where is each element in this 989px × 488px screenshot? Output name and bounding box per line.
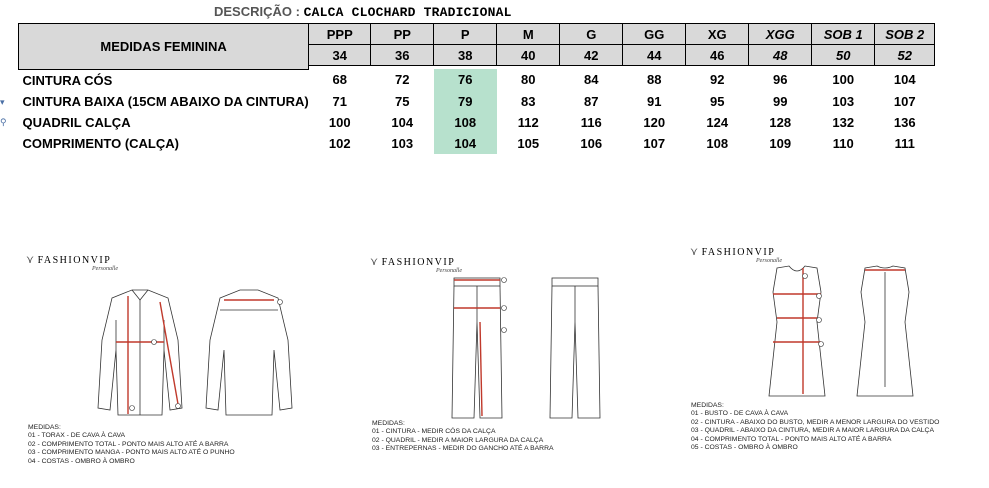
size-number: 38: [434, 45, 497, 66]
table-row: [19, 69, 935, 91]
description: [214, 4, 512, 20]
size-table: [18, 23, 935, 154]
row-label: CINTURA CÓS: [19, 69, 309, 91]
cell: 92: [686, 69, 749, 91]
cell: 116: [560, 112, 623, 133]
cell: 102: [309, 133, 371, 154]
size-number: 44: [623, 45, 686, 66]
cell-highlighted: 104: [434, 133, 497, 154]
size-number: 42: [560, 45, 623, 66]
dropdown-arrow-icon[interactable]: ▾: [0, 97, 5, 107]
magnifier-icon[interactable]: ⚲: [0, 117, 7, 127]
pants-notes: MEDIDAS: 01 - CINTURA - MEDIR CÓS DA CALÇA 02 - QUADRIL - MEDIR A MAIOR LARGURA DA CALÇA 03 - ENTREPERNAS - MEDIR DO GANCHO ATÉ A BARRA: [372, 420, 554, 453]
size-header: SOB 1: [812, 24, 875, 45]
size-number: 50: [812, 45, 875, 66]
cell: 120: [623, 112, 686, 133]
cell: 124: [686, 112, 749, 133]
cell: 105: [497, 133, 560, 154]
cell: 100: [812, 69, 875, 91]
table-row: [19, 91, 935, 112]
size-header: P: [434, 24, 497, 45]
cell: 104: [371, 112, 434, 133]
dress-drawing: [755, 262, 925, 402]
cell: 104: [875, 69, 935, 91]
row-label: COMPRIMENTO (CALÇA): [19, 133, 309, 154]
cell: 68: [309, 69, 371, 91]
size-number: 52: [875, 45, 935, 66]
brand-mark-icon: ⋎: [370, 256, 380, 268]
table-row: [19, 133, 935, 154]
cell: 99: [749, 91, 812, 112]
size-header: M: [497, 24, 560, 45]
pants-drawing: [440, 270, 610, 422]
cell: 103: [371, 133, 434, 154]
cell: 103: [812, 91, 875, 112]
cell: 111: [875, 133, 935, 154]
size-header: G: [560, 24, 623, 45]
size-number: 40: [497, 45, 560, 66]
cell-highlighted: 76: [434, 69, 497, 91]
cell: 80: [497, 69, 560, 91]
cell: 109: [749, 133, 812, 154]
cell: 75: [371, 91, 434, 112]
cell: 132: [812, 112, 875, 133]
size-header: SOB 2: [875, 24, 935, 45]
cell: 110: [812, 133, 875, 154]
size-number: 34: [309, 45, 371, 66]
shirt-notes: MEDIDAS: 01 - TORAX - DE CAVA À CAVA 02 - COMPRIMENTO TOTAL - PONTO MAIS ALTO ATÉ A BARRA 03 - COMPRIMENTO MANGA - PONTO MAIS ALTO ATÉ O PUNHO 04 - COSTAS - OMBRO À OMBRO: [28, 424, 235, 465]
table-row: [19, 112, 935, 133]
brand-logo: ⋎ FASHIONVIP Personalle: [26, 254, 118, 272]
cell: 95: [686, 91, 749, 112]
size-number: 36: [371, 45, 434, 66]
size-header: PP: [371, 24, 434, 45]
cell: 91: [623, 91, 686, 112]
cell: 106: [560, 133, 623, 154]
cell: 136: [875, 112, 935, 133]
cell: 112: [497, 112, 560, 133]
size-header: GG: [623, 24, 686, 45]
cell: 100: [309, 112, 371, 133]
description-label: DESCRIÇÃO :: [214, 4, 300, 19]
cell: 107: [623, 133, 686, 154]
cell: 87: [560, 91, 623, 112]
brand-logo: ⋎ FASHIONVIP Personalle: [690, 246, 782, 264]
cell: 96: [749, 69, 812, 91]
brand-mark-icon: ⋎: [26, 254, 36, 266]
cell: 84: [560, 69, 623, 91]
cell-highlighted: 79: [434, 91, 497, 112]
brand-mark-icon: ⋎: [690, 246, 700, 258]
size-number: 46: [686, 45, 749, 66]
cell: 83: [497, 91, 560, 112]
cell: 88: [623, 69, 686, 91]
row-label: CINTURA BAIXA (15CM ABAIXO DA CINTURA): [19, 91, 309, 112]
size-number: 48: [749, 45, 812, 66]
size-header: PPP: [309, 24, 371, 45]
row-label: QUADRIL CALÇA: [19, 112, 309, 133]
description-value: CALCA CLOCHARD TRADICIONAL: [303, 5, 512, 20]
cell-highlighted: 108: [434, 112, 497, 133]
brand-logo: ⋎ FASHIONVIP Personalle: [370, 256, 462, 274]
cell: 108: [686, 133, 749, 154]
size-header: XG: [686, 24, 749, 45]
cell: 128: [749, 112, 812, 133]
dress-notes: MEDIDAS: 01 - BUSTO - DE CAVA À CAVA 02 - CINTURA - ABAIXO DO BUSTO, MEDIR A MENOR LARGURA DO VESTIDO 03 - QUADRIL - ABAIXO DA CINTURA, MEDIR A MAIOR LARGURA DA CALÇA 04 - COMPRIMENTO TOTAL - PONTO MAIS ALTO ATÉ A BARRA 05 - COSTAS - OMBRO À OMBRO: [691, 402, 940, 452]
table-title: MEDIDAS FEMININA: [19, 24, 309, 70]
cell: 71: [309, 91, 371, 112]
size-header: XGG: [749, 24, 812, 45]
shirt-drawing: [60, 280, 320, 420]
cell: 107: [875, 91, 935, 112]
cell: 72: [371, 69, 434, 91]
